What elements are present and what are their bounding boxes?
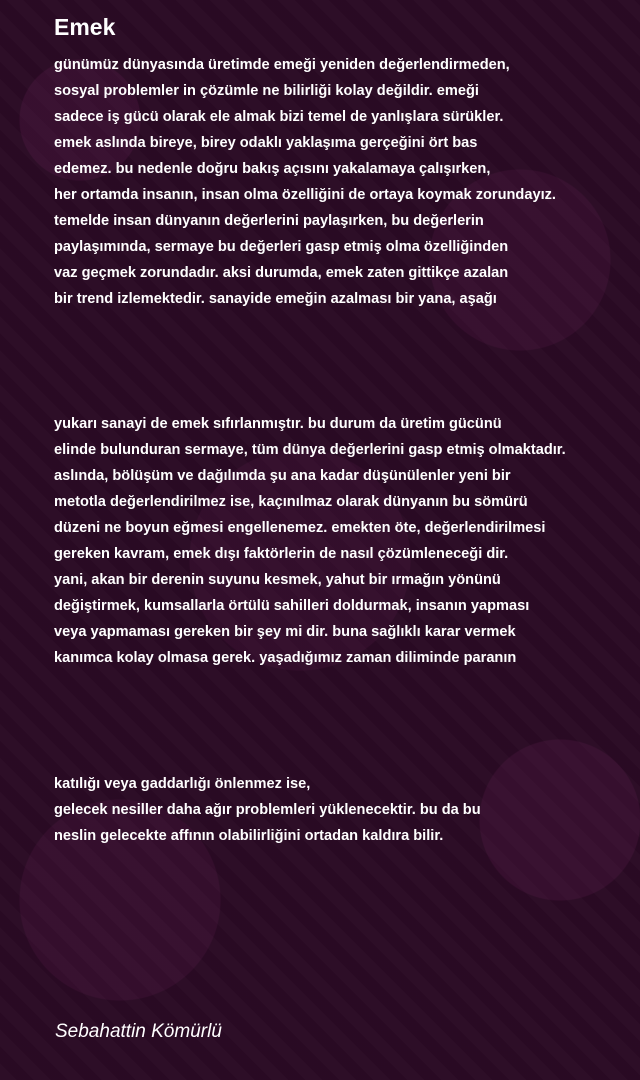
poem-line: aslında, bölüşüm ve dağılımda şu ana kadar düşünülenler yeni bir <box>54 468 511 484</box>
poem-line: gelecek nesiller daha ağır problemleri yüklenecektir. bu da bu <box>54 802 481 818</box>
poem-line: sosyal problemler in çözümle ne bilirliği kolay değildir. emeği <box>54 83 479 99</box>
poem-line: yani, akan bir derenin suyunu kesmek, yahut bir ırmağın yönünü <box>54 572 501 588</box>
poem-line: elinde bulunduran sermaye, tüm dünya değerlerini gasp etmiş olmaktadır. <box>54 442 566 458</box>
poem-line: neslin gelecekte affının olabilirliğini ortadan kaldıra bilir. <box>54 828 444 844</box>
poem-line: metotla değerlendirilmez ise, kaçınılmaz olarak dünyanın bu sömürü <box>54 494 528 510</box>
poem-line: her ortamda insanın, insan olma özelliğini de ortaya koymak zorundayız. <box>54 187 556 203</box>
poem-line: kanımca kolay olmasa gerek. yaşadığımız zaman diliminde paranın <box>54 650 517 666</box>
poem-line: yukarı sanayi de emek sıfırlanmıştır. bu durum da üretim gücünü <box>54 416 502 432</box>
poem-title: Emek <box>54 14 116 40</box>
poem-line: günümüz dünyasında üretimde emeği yeniden değerlendirmeden, <box>54 57 510 73</box>
poem-line: edemez. bu nedenle doğru bakış açısını yakalamaya çalışırken, <box>54 161 491 177</box>
poem-line: temelde insan dünyanın değerlerini paylaşırken, bu değerlerin <box>54 213 484 229</box>
poem-stanza-2 <box>54 411 634 671</box>
poem-stanza-1 <box>54 52 634 312</box>
poem-stanza-3 <box>54 771 634 849</box>
poem-line: bir trend izlemektedir. sanayide emeğin azalması bir yana, aşağı <box>54 291 497 307</box>
poem-line: katılığı veya gaddarlığı önlenmez ise, <box>54 776 311 792</box>
poem-line: vaz geçmek zorundadır. aksi durumda, emek zaten gittikçe azalan <box>54 265 509 281</box>
poem-line: gereken kavram, emek dışı faktörlerin de nasıl çözümleneceği dir. <box>54 546 509 562</box>
poem-author: Sebahattin Kömürlü <box>55 1021 222 1042</box>
poem-line: değiştirmek, kumsallarla örtülü sahilleri doldurmak, insanın yapması <box>54 598 530 614</box>
poem-line: paylaşımında, sermaye bu değerleri gasp etmiş olma özelliğinden <box>54 239 509 255</box>
poem-line: emek aslında bireye, birey odaklı yaklaşıma gerçeğini ört bas <box>54 135 478 151</box>
poem-line: veya yapmaması gereken bir şey mi dir. buna sağlıklı karar vermek <box>54 624 516 640</box>
poem-line: düzeni ne boyun eğmesi engellenemez. emekten öte, değerlendirilmesi <box>54 520 546 536</box>
poem-line: sadece iş gücü olarak ele almak bizi temel de yanlışlara sürükler. <box>54 109 504 125</box>
